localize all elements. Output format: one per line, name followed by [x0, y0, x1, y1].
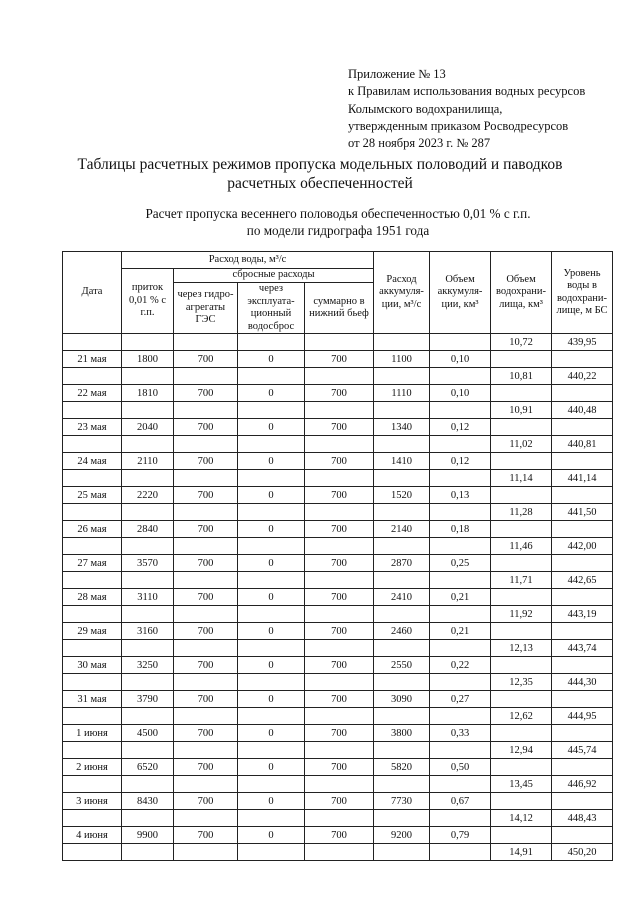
reservoir-volume-cell: 11,14 — [491, 470, 552, 487]
reservoir-volume-cell: 14,91 — [491, 844, 552, 861]
water-level-cell: 440,22 — [552, 368, 613, 385]
accum-flow-cell: 1340 — [374, 419, 430, 436]
hydro-units-cell: 700 — [174, 589, 238, 606]
total-discharge-cell: 700 — [305, 351, 374, 368]
accum-flow-cell: 2870 — [374, 555, 430, 572]
total-discharge-cell: 700 — [305, 487, 374, 504]
reservoir-state-row — [63, 776, 613, 793]
water-level-cell: 441,14 — [552, 470, 613, 487]
accum-volume-cell: 0,10 — [430, 351, 491, 368]
reservoir-volume-cell: 11,28 — [491, 504, 552, 521]
inflow-cell: 4500 — [122, 725, 174, 742]
accum-flow-cell: 7730 — [374, 793, 430, 810]
water-level-cell: 439,95 — [552, 334, 613, 351]
hydro-units-cell: 700 — [174, 453, 238, 470]
accum-volume-cell: 0,50 — [430, 759, 491, 776]
date-cell: 1 июня — [63, 725, 122, 742]
date-cell: 4 июня — [63, 827, 122, 844]
title-line: Таблицы расчетных режимов пропуска модельных половодий и паводков — [77, 156, 563, 173]
spillway-cell: 0 — [238, 827, 305, 844]
accum-flow-cell: 3090 — [374, 691, 430, 708]
reservoir-volume-cell: 13,45 — [491, 776, 552, 793]
accum-volume-cell: 0,13 — [430, 487, 491, 504]
water-level-cell: 446,92 — [552, 776, 613, 793]
inflow-cell: 2220 — [122, 487, 174, 504]
date-cell: 2 июня — [63, 759, 122, 776]
spillway-cell: 0 — [238, 657, 305, 674]
accum-volume-cell: 0,21 — [430, 589, 491, 606]
header-accum-volume: Объем аккумуля-ции, км³ — [430, 252, 491, 334]
water-level-cell: 445,74 — [552, 742, 613, 759]
water-level-cell: 441,50 — [552, 504, 613, 521]
accum-flow-cell: 1410 — [374, 453, 430, 470]
reservoir-state-row — [63, 572, 613, 589]
flood-regime-table — [62, 251, 613, 861]
reservoir-volume-cell: 12,62 — [491, 708, 552, 725]
water-level-cell: 440,81 — [552, 436, 613, 453]
reservoir-state-row — [63, 470, 613, 487]
hydro-units-cell: 700 — [174, 555, 238, 572]
total-discharge-cell: 700 — [305, 419, 374, 436]
header-water-level: Уровень воды в водохрани-лище, м БС — [552, 252, 613, 334]
total-discharge-cell: 700 — [305, 793, 374, 810]
water-level-cell: 442,65 — [552, 572, 613, 589]
annex-line: от 28 ноября 2023 г. № 287 — [348, 136, 491, 151]
accum-flow-cell: 2140 — [374, 521, 430, 538]
date-cell: 26 мая — [63, 521, 122, 538]
table-row — [63, 419, 613, 436]
inflow-cell: 3250 — [122, 657, 174, 674]
accum-volume-cell: 0,12 — [430, 453, 491, 470]
accum-flow-cell: 2460 — [374, 623, 430, 640]
accum-volume-cell: 0,27 — [430, 691, 491, 708]
spillway-cell: 0 — [238, 793, 305, 810]
header-inflow: приток 0,01 % с г.п. — [122, 269, 174, 334]
spillway-cell: 0 — [238, 487, 305, 504]
header-hydro-units: через гидро-агрегаты ГЭС — [174, 283, 238, 334]
total-discharge-cell: 700 — [305, 385, 374, 402]
date-cell: 31 мая — [63, 691, 122, 708]
caption-line: Расчет пропуска весеннего половодья обеспеченностью 0,01 % с г.п. — [145, 206, 531, 221]
hydro-units-cell: 700 — [174, 691, 238, 708]
spillway-cell: 0 — [238, 385, 305, 402]
date-cell: 23 мая — [63, 419, 122, 436]
inflow-cell: 3790 — [122, 691, 174, 708]
accum-volume-cell: 0,67 — [430, 793, 491, 810]
spillway-cell: 0 — [238, 521, 305, 538]
total-discharge-cell: 700 — [305, 827, 374, 844]
reservoir-state-row — [63, 674, 613, 691]
inflow-cell: 3110 — [122, 589, 174, 606]
hydro-units-cell: 700 — [174, 419, 238, 436]
title-line: расчетных обеспеченностей — [227, 175, 413, 192]
hydro-units-cell: 700 — [174, 385, 238, 402]
annex-line: к Правилам использования водных ресурсов — [348, 84, 586, 99]
inflow-cell: 3570 — [122, 555, 174, 572]
accum-flow-cell: 2550 — [374, 657, 430, 674]
accum-volume-cell: 0,79 — [430, 827, 491, 844]
reservoir-state-row — [63, 538, 613, 555]
inflow-cell: 2110 — [122, 453, 174, 470]
header-discharge: сбросные расходы — [174, 269, 374, 283]
table-row — [63, 555, 613, 572]
table-row — [63, 521, 613, 538]
water-level-cell: 443,74 — [552, 640, 613, 657]
total-discharge-cell: 700 — [305, 759, 374, 776]
accum-volume-cell: 0,18 — [430, 521, 491, 538]
total-discharge-cell: 700 — [305, 657, 374, 674]
water-level-cell: 442,00 — [552, 538, 613, 555]
accum-volume-cell: 0,12 — [430, 419, 491, 436]
document-title — [0, 155, 640, 193]
reservoir-volume-cell: 10,72 — [491, 334, 552, 351]
reservoir-state-row — [63, 368, 613, 385]
accum-volume-cell: 0,10 — [430, 385, 491, 402]
date-cell: 25 мая — [63, 487, 122, 504]
reservoir-volume-cell: 14,12 — [491, 810, 552, 827]
total-discharge-cell: 700 — [305, 691, 374, 708]
hydro-units-cell: 700 — [174, 623, 238, 640]
reservoir-volume-cell: 11,92 — [491, 606, 552, 623]
table-row — [63, 623, 613, 640]
reservoir-state-row — [63, 640, 613, 657]
date-cell: 24 мая — [63, 453, 122, 470]
hydro-units-cell: 700 — [174, 793, 238, 810]
water-level-cell: 443,19 — [552, 606, 613, 623]
spillway-cell: 0 — [238, 725, 305, 742]
total-discharge-cell: 700 — [305, 725, 374, 742]
table-row — [63, 453, 613, 470]
total-discharge-cell: 700 — [305, 555, 374, 572]
spillway-cell: 0 — [238, 351, 305, 368]
spillway-cell: 0 — [238, 691, 305, 708]
date-cell: 21 мая — [63, 351, 122, 368]
inflow-cell: 1810 — [122, 385, 174, 402]
date-cell: 29 мая — [63, 623, 122, 640]
table-row — [63, 351, 613, 368]
table-row — [63, 589, 613, 606]
date-cell: 28 мая — [63, 589, 122, 606]
reservoir-state-row — [63, 436, 613, 453]
reservoir-volume-cell: 12,13 — [491, 640, 552, 657]
header-total: суммарно в нижний бьеф — [305, 283, 374, 334]
reservoir-volume-cell: 10,81 — [491, 368, 552, 385]
initial-state-row — [63, 334, 613, 351]
header-reservoir-volume: Объем водохрани-лища, км³ — [491, 252, 552, 334]
table-row — [63, 759, 613, 776]
accum-flow-cell: 5820 — [374, 759, 430, 776]
accum-flow-cell: 1110 — [374, 385, 430, 402]
header-spillway: через эксплуата-ционный водосброс — [238, 283, 305, 334]
reservoir-state-row — [63, 708, 613, 725]
annex-block — [348, 66, 585, 152]
date-cell: 27 мая — [63, 555, 122, 572]
total-discharge-cell: 700 — [305, 521, 374, 538]
date-cell: 30 мая — [63, 657, 122, 674]
table-row — [63, 691, 613, 708]
table-row — [63, 725, 613, 742]
table-row — [63, 385, 613, 402]
hydro-units-cell: 700 — [174, 521, 238, 538]
table-header — [63, 252, 613, 334]
annex-line: Приложение № 13 — [348, 67, 446, 81]
date-cell: 22 мая — [63, 385, 122, 402]
reservoir-volume-cell: 11,02 — [491, 436, 552, 453]
water-level-cell: 444,30 — [552, 674, 613, 691]
water-level-cell: 444,95 — [552, 708, 613, 725]
accum-flow-cell: 1520 — [374, 487, 430, 504]
total-discharge-cell: 700 — [305, 589, 374, 606]
reservoir-state-row — [63, 810, 613, 827]
spillway-cell: 0 — [238, 419, 305, 436]
inflow-cell: 2840 — [122, 521, 174, 538]
reservoir-state-row — [63, 742, 613, 759]
water-level-cell: 440,48 — [552, 402, 613, 419]
reservoir-volume-cell: 10,91 — [491, 402, 552, 419]
accum-flow-cell: 1100 — [374, 351, 430, 368]
hydro-units-cell: 700 — [174, 759, 238, 776]
reservoir-volume-cell: 12,35 — [491, 674, 552, 691]
caption-line: по модели гидрографа 1951 года — [246, 223, 430, 238]
accum-flow-cell: 2410 — [374, 589, 430, 606]
hydro-units-cell: 700 — [174, 725, 238, 742]
spillway-cell: 0 — [238, 555, 305, 572]
reservoir-state-row — [63, 504, 613, 521]
inflow-cell: 1800 — [122, 351, 174, 368]
table-row — [63, 827, 613, 844]
inflow-cell: 2040 — [122, 419, 174, 436]
reservoir-state-row — [63, 844, 613, 861]
header-date: Дата — [63, 252, 122, 334]
spillway-cell: 0 — [238, 453, 305, 470]
spillway-cell: 0 — [238, 589, 305, 606]
accum-volume-cell: 0,21 — [430, 623, 491, 640]
accum-volume-cell: 0,33 — [430, 725, 491, 742]
annex-line: утвержденным приказом Росводресурсов — [348, 118, 569, 133]
table-row — [63, 657, 613, 674]
spillway-cell: 0 — [238, 759, 305, 776]
reservoir-volume-cell: 12,94 — [491, 742, 552, 759]
header-water-flow: Расход воды, м³/с — [122, 252, 374, 269]
annex-line: Колымского водохранилища, — [348, 101, 503, 116]
accum-flow-cell: 3800 — [374, 725, 430, 742]
accum-flow-cell: 9200 — [374, 827, 430, 844]
water-level-cell: 450,20 — [552, 844, 613, 861]
header-accum-flow: Расход аккумуля-ции, м³/с — [374, 252, 430, 334]
inflow-cell: 3160 — [122, 623, 174, 640]
hydro-units-cell: 700 — [174, 657, 238, 674]
accum-volume-cell: 0,25 — [430, 555, 491, 572]
total-discharge-cell: 700 — [305, 453, 374, 470]
reservoir-volume-cell: 11,71 — [491, 572, 552, 589]
reservoir-state-row — [63, 402, 613, 419]
table-body — [63, 334, 613, 861]
table-row — [63, 487, 613, 504]
total-discharge-cell: 700 — [305, 623, 374, 640]
hydro-units-cell: 700 — [174, 487, 238, 504]
inflow-cell: 8430 — [122, 793, 174, 810]
spillway-cell: 0 — [238, 623, 305, 640]
inflow-cell: 6520 — [122, 759, 174, 776]
table-row — [63, 793, 613, 810]
reservoir-state-row — [63, 606, 613, 623]
water-level-cell: 448,43 — [552, 810, 613, 827]
reservoir-volume-cell: 11,46 — [491, 538, 552, 555]
hydro-units-cell: 700 — [174, 827, 238, 844]
date-cell: 3 июня — [63, 793, 122, 810]
inflow-cell: 9900 — [122, 827, 174, 844]
accum-volume-cell: 0,22 — [430, 657, 491, 674]
hydro-units-cell: 700 — [174, 351, 238, 368]
table-caption — [0, 205, 640, 239]
